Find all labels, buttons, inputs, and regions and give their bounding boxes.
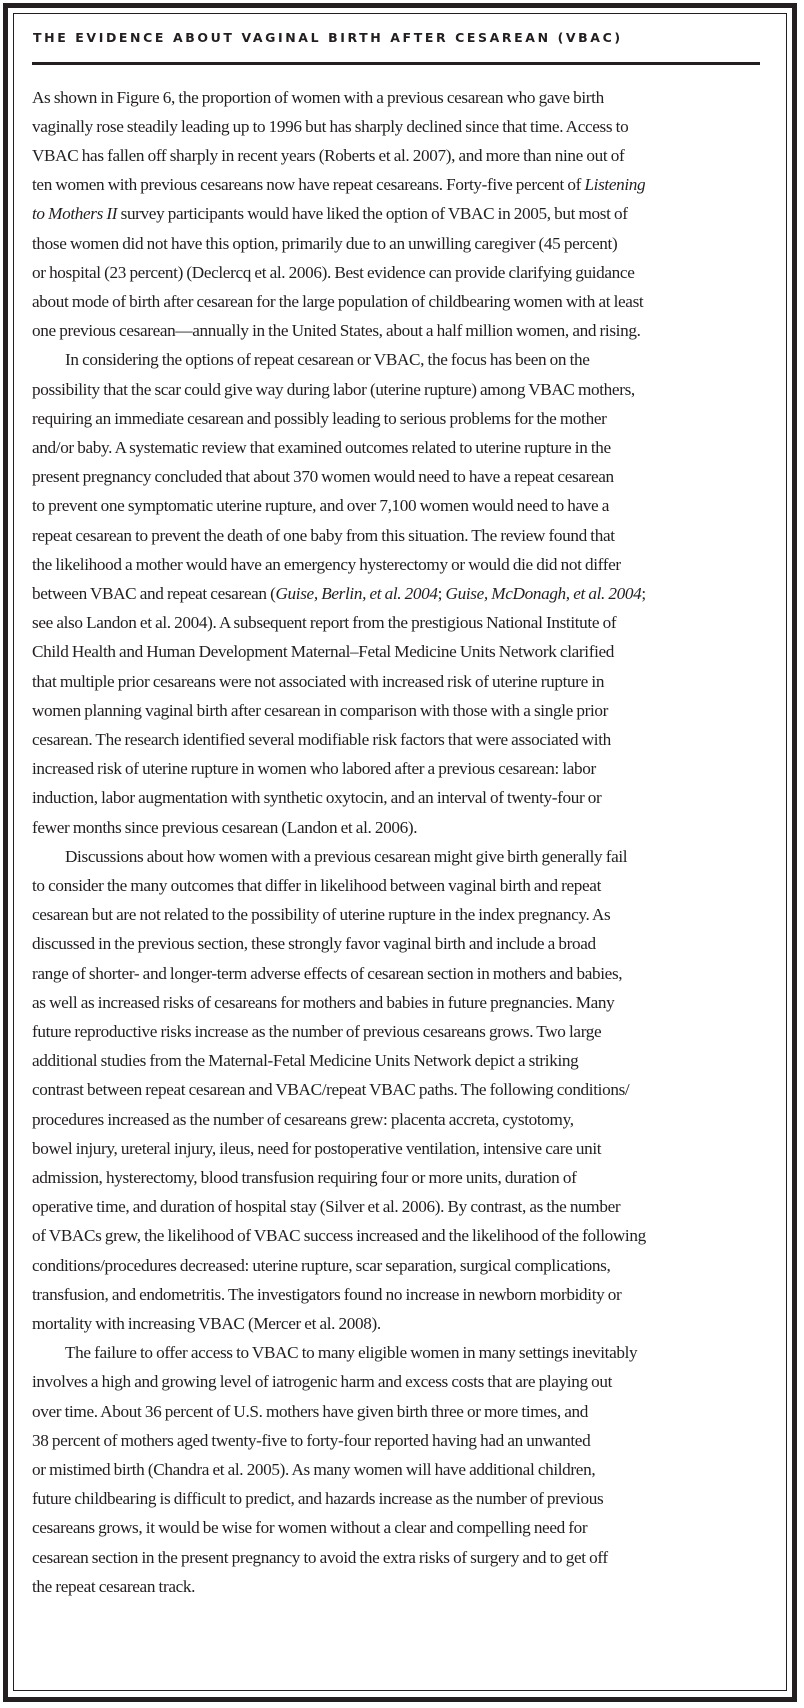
text-line: mortality with increasing VBAC (Mercer et al. 2008).	[32, 1314, 381, 1334]
text-line: the likelihood a mother would have an emergency hysterectomy or would die did not differ	[32, 554, 621, 574]
text-segment: ;	[437, 583, 446, 603]
italic-citation: Listening	[584, 175, 646, 195]
text-line: cesarean. The research identified several modifiable risk factors that were associated with	[32, 729, 611, 749]
text-line: additional studies from the Maternal-Fetal Medicine Units Network depict a striking	[32, 1051, 579, 1071]
text-line: to prevent one symptomatic uterine rupture, and over 7,100 women would need to have a	[32, 496, 610, 516]
text-line: possibility that the scar could give way during labor (uterine rupture) among VBAC mothers,	[32, 379, 635, 399]
text-segment: ;	[641, 583, 646, 603]
text-line: conditions/procedures decreased: uterine rupture, scar separation, surgical complications,	[32, 1255, 611, 1275]
sidebar-box-title: THE EVIDENCE ABOUT VAGINAL BIRTH AFTER CESAREAN (VBAC)	[33, 30, 623, 45]
text-line: involves a high and growing level of iatrogenic harm and excess costs that are playing out	[32, 1372, 613, 1392]
text-line: vaginally rose steadily leading up to 1996 but has sharply declined since that time. Access to	[32, 116, 629, 136]
text-line: range of shorter- and longer-term adverse effects of cesarean section in mothers and babies,	[32, 963, 623, 983]
text-line: procedures increased as the number of cesareans grew: placenta accreta, cystotomy,	[32, 1109, 574, 1129]
text-line	[32, 199, 762, 228]
text-line: Child Health and Human Development Maternal–Fetal Medicine Units Network clarified	[32, 642, 615, 662]
text-line: present pregnancy concluded that about 370 women would need to have a repeat cesarean	[32, 467, 614, 487]
text-line: 38 percent of mothers aged twenty-five to forty-four reported having had an unwanted	[32, 1430, 591, 1450]
italic-citation: Guise, McDonagh, et al. 2004	[445, 583, 642, 603]
title-rule-divider	[32, 62, 760, 65]
text-line: discussed in the previous section, these strongly favor vaginal birth and include a broad	[32, 934, 596, 954]
text-line: Discussions about how women with a previous cesarean might give birth generally fail	[65, 846, 628, 866]
text-line: repeat cesarean to prevent the death of one baby from this situation. The review found that	[32, 525, 615, 545]
text-segment: between VBAC and repeat cesarean (	[32, 583, 276, 603]
text-line: future childbearing is difficult to predict, and hazards increase as the number of previous	[32, 1489, 604, 1509]
text-line: cesarean section in the present pregnancy to avoid the extra risks of surgery and to get off	[32, 1547, 608, 1567]
paragraph	[32, 842, 762, 1338]
italic-citation: Guise, Berlin, et al. 2004	[275, 583, 438, 603]
text-line	[32, 170, 762, 199]
text-line: induction, labor augmentation with synthetic oxytocin, and an interval of twenty-four or	[32, 788, 602, 808]
paragraph	[32, 1338, 762, 1601]
text-line: requiring an immediate cesarean and possibly leading to serious problems for the mother	[32, 408, 607, 428]
text-line: or mistimed birth (Chandra et al. 2005). As many women will have additional children,	[32, 1460, 596, 1480]
text-line: of VBACs grew, the likelihood of VBAC success increased and the likelihood of the following	[32, 1226, 646, 1246]
text-segment: survey participants would have liked the option of VBAC in 2005, but most of	[117, 204, 628, 224]
text-line: one previous cesarean—annually in the United States, about a half million women, and rising.	[32, 321, 641, 341]
text-line: future reproductive risks increase as the number of previous cesareans grows. Two large	[32, 1022, 602, 1041]
text-line: operative time, and duration of hospital stay (Silver et al. 2006). By contrast, as the number	[32, 1197, 621, 1217]
text-line: to consider the many outcomes that differ in likelihood between vaginal birth and repeat	[32, 875, 602, 895]
text-line: the repeat cesarean track.	[32, 1576, 196, 1596]
text-line: over time. About 36 percent of U.S. mothers have given birth three or more times, and	[32, 1401, 589, 1421]
text-line: that multiple prior cesareans were not associated with increased risk of uterine rupture in	[32, 671, 605, 691]
text-line: increased risk of uterine rupture in women who labored after a previous cesarean: labor	[32, 759, 596, 779]
sidebar-box-content	[32, 30, 762, 1601]
text-line: transfusion, and endometritis. The investigators found no increase in newborn morbidity or	[32, 1284, 622, 1304]
text-line: VBAC has fallen off sharply in recent years (Roberts et al. 2007), and more than nine out of	[32, 145, 625, 165]
text-line: and/or baby. A systematic review that examined outcomes related to uterine rupture in the	[32, 437, 611, 457]
text-line: In considering the options of repeat cesarean or VBAC, the focus has been on the	[65, 350, 590, 370]
text-line	[32, 579, 762, 608]
text-line: admission, hysterectomy, blood transfusion requiring four or more units, duration of	[32, 1168, 577, 1188]
sidebar-box-body	[32, 83, 762, 1602]
text-line: cesarean but are not related to the possibility of uterine rupture in the index pregnancy. As	[32, 905, 611, 925]
text-line: those women did not have this option, primarily due to an unwilling caregiver (45 percent)	[32, 233, 618, 253]
text-line: women planning vaginal birth after cesarean in comparison with those with a single prior	[32, 700, 609, 720]
text-line: see also Landon et al. 2004). A subsequent report from the prestigious National Institute of	[32, 613, 617, 633]
text-line: contrast between repeat cesarean and VBAC/repeat VBAC paths. The following conditions/	[32, 1080, 630, 1100]
text-line: about mode of birth after cesarean for the large population of childbearing women with at least	[32, 291, 644, 311]
text-line: as well as increased risks of cesareans for mothers and babies in future pregnancies. Many	[32, 992, 615, 1012]
text-line: or hospital (23 percent) (Declercq et al. 2006). Best evidence can provide clarifying guidance	[32, 262, 635, 282]
text-line: The failure to offer access to VBAC to many eligible women in many settings inevitably	[65, 1343, 638, 1363]
text-segment: ten women with previous cesareans now have repeat cesareans. Forty-five percent of	[32, 175, 585, 195]
paragraph	[32, 83, 762, 346]
paragraph	[32, 345, 762, 841]
text-line: cesareans grows, it would be wise for women without a clear and compelling need for	[32, 1518, 588, 1538]
italic-citation: to Mothers II	[32, 204, 118, 224]
text-line: fewer months since previous cesarean (Landon et al. 2006).	[32, 817, 418, 837]
text-line: bowel injury, ureteral injury, ileus, need for postoperative ventilation, intensive care unit	[32, 1138, 602, 1158]
text-line: As shown in Figure 6, the proportion of women with a previous cesarean who gave birth	[32, 87, 604, 107]
